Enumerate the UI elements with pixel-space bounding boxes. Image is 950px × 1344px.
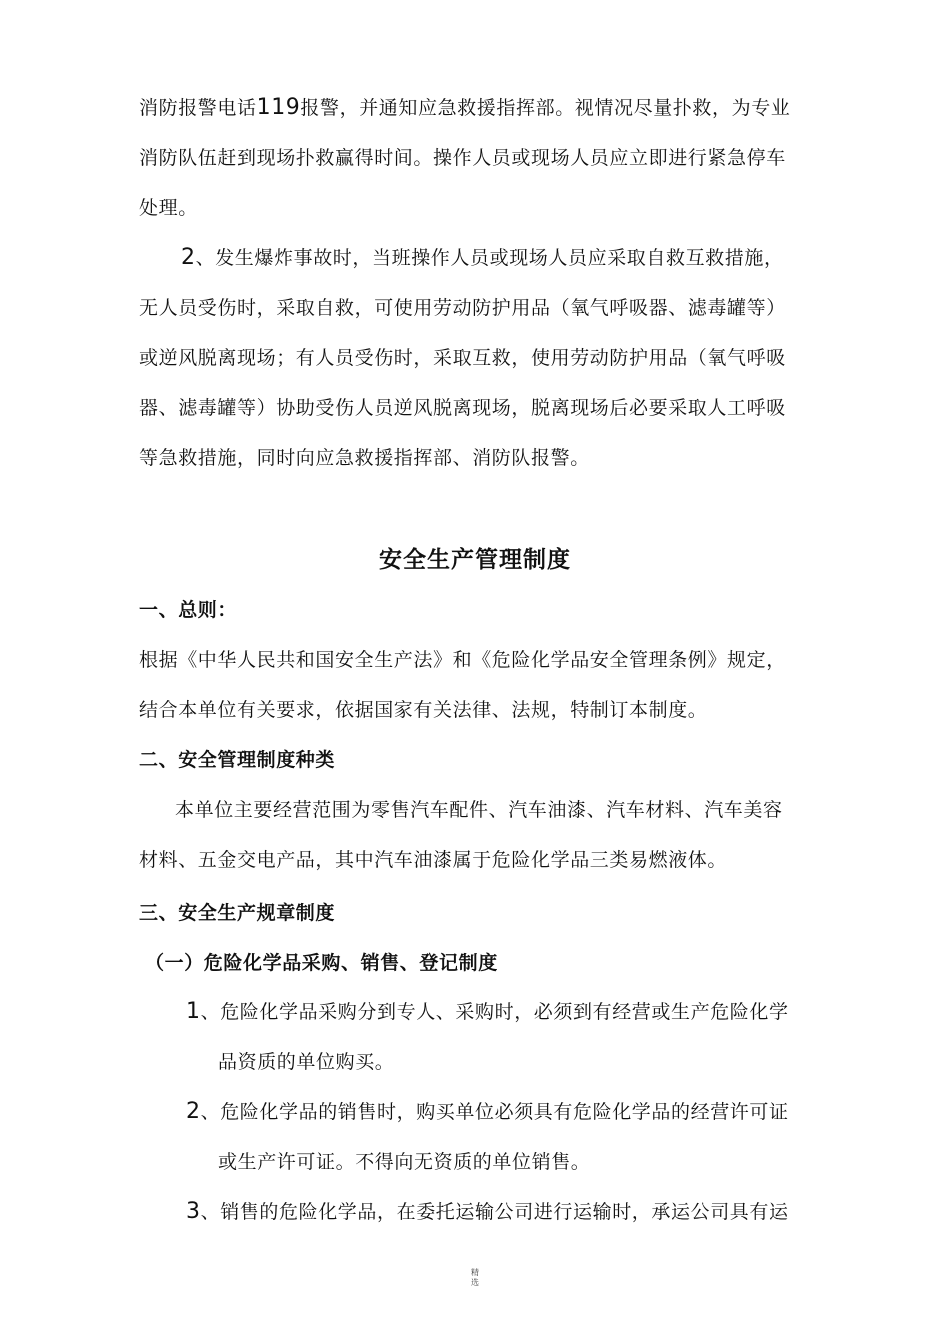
- text-segment: 消防报警电话: [139, 97, 257, 119]
- subsection-heading: （一）危险化学品采购、销售、登记制度: [145, 952, 498, 974]
- paragraph-line: [139, 93, 790, 123]
- paragraph-line: 器、滤毒罐等）协助受伤人员逆风脱离现场，脱离现场后必要采取人工呼吸: [139, 397, 786, 419]
- footer-mark: 选: [471, 1278, 479, 1287]
- list-item-continuation: 品资质的单位购买。: [218, 1051, 395, 1073]
- paragraph-line: 结合本单位有关要求，依据国家有关法律、法规，特制订本制度。: [139, 699, 708, 721]
- text-segment: 、发生爆炸事故时，当班操作人员或现场人员应采取自救互救措施，: [195, 247, 784, 269]
- phone-number: 119: [256, 95, 301, 120]
- item-number: 1: [186, 999, 201, 1024]
- item-number: 2: [181, 245, 196, 270]
- footer-mark: 精: [471, 1268, 479, 1277]
- list-item-continuation: 或生产许可证。不得向无资质的单位销售。: [218, 1151, 591, 1173]
- list-item: [186, 1197, 789, 1227]
- paragraph-line: [181, 243, 784, 273]
- list-item: [186, 997, 789, 1027]
- paragraph-line: 材料、五金交电产品，其中汽车油漆属于危险化学品三类易燃液体。: [139, 849, 728, 871]
- text-segment: 、销售的危险化学品，在委托运输公司进行运输时，承运公司具有运: [200, 1201, 789, 1223]
- paragraph-line: 根据《中华人民共和国安全生产法》和《危险化学品安全管理条例》规定，: [139, 649, 786, 671]
- document-title: 安全生产管理制度: [379, 547, 571, 573]
- item-number: 3: [186, 1199, 201, 1224]
- paragraph-line: 处理。: [139, 197, 198, 219]
- paragraph-line: 无人员受伤时，采取自救，可使用劳动防护用品（氧气呼吸器、滤毒罐等）: [139, 297, 786, 319]
- item-number: 2: [186, 1099, 201, 1124]
- text-segment: 、危险化学品采购分到专人、采购时，必须到有经营或生产危险化学: [200, 1001, 789, 1023]
- paragraph-line: 本单位主要经营范围为零售汽车配件、汽车油漆、汽车材料、汽车美容: [175, 799, 783, 821]
- text-segment: 报警，并通知应急救援指挥部。视情况尽量扑救，为专业: [300, 97, 791, 119]
- paragraph-line: 消防队伍赶到现场扑救赢得时间。操作人员或现场人员应立即进行紧急停车: [139, 147, 786, 169]
- paragraph-line: 等急救措施，同时向应急救援指挥部、消防队报警。: [139, 447, 590, 469]
- text-segment: 、危险化学品的销售时，购买单位必须具有危险化学品的经营许可证: [200, 1101, 789, 1123]
- section-heading: 三、安全生产规章制度: [139, 902, 336, 924]
- paragraph-line: 或逆风脱离现场；有人员受伤时，采取互救，使用劳动防护用品（氧气呼吸: [139, 347, 786, 369]
- list-item: [186, 1097, 789, 1127]
- section-heading: 一、总则：: [139, 599, 238, 621]
- section-heading: 二、安全管理制度种类: [139, 749, 336, 771]
